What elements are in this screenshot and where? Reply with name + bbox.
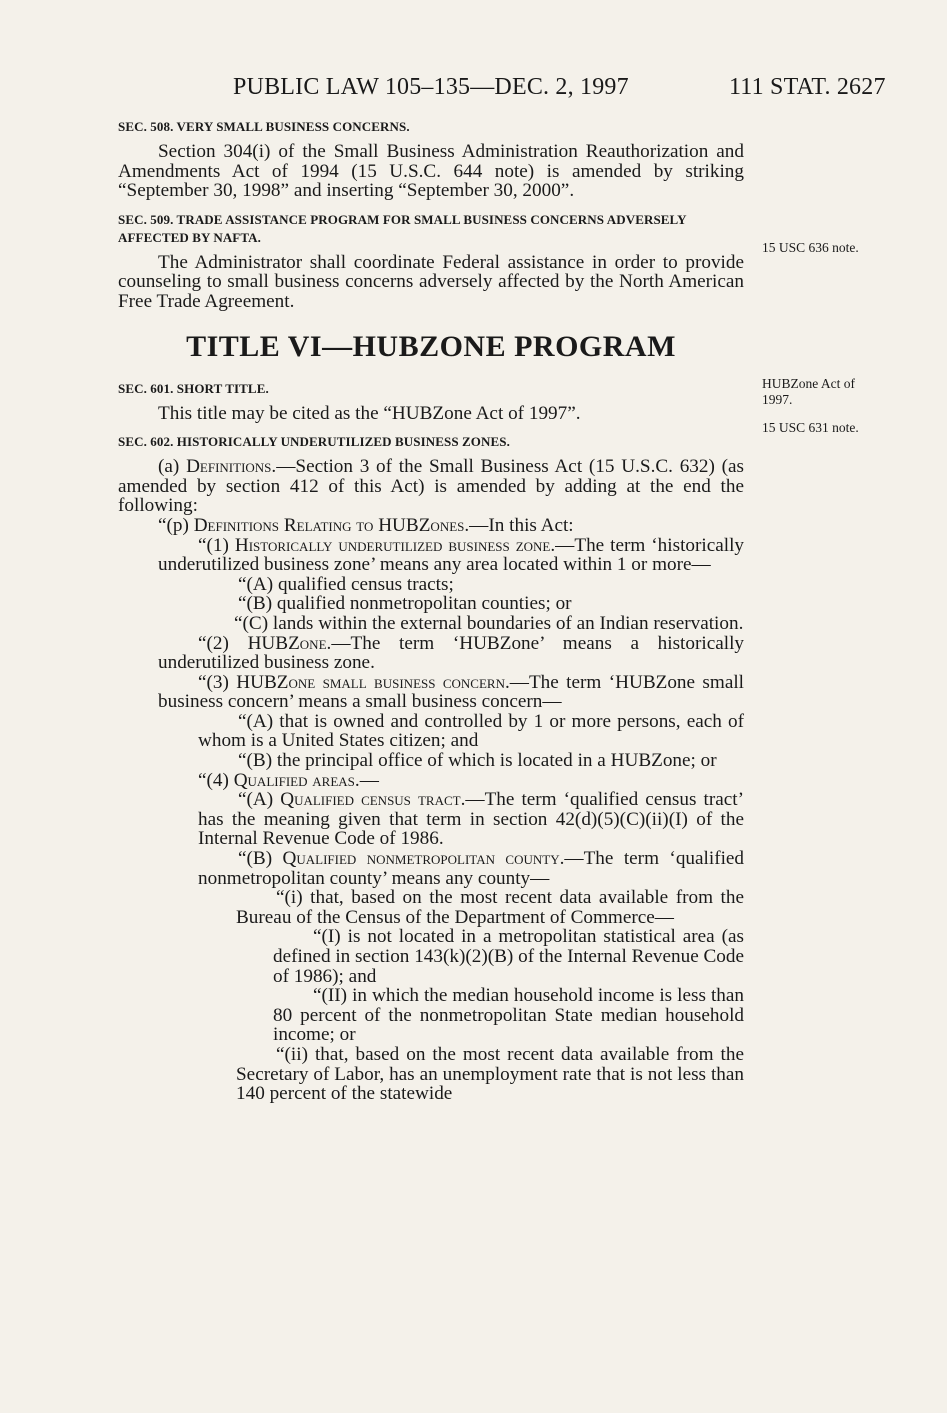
sec602-p3-label: “(3): [198, 671, 237, 693]
margin-note-sec601: 15 USC 631 note.: [762, 420, 859, 435]
margin-note-title-vi-line1: HUBZone Act of: [762, 376, 855, 391]
sec602-p4-A-caps: Qualified census tract: [280, 789, 461, 811]
sec508-heading: SEC. 508. VERY SMALL BUSINESS CONCERNS.: [118, 119, 410, 134]
sec602-p4-B-i-II: “(II) in which the median household income is less than 80 percent of the nonmetropolitan State median household income; or: [273, 985, 744, 1046]
sec601-heading: SEC. 601. SHORT TITLE.: [118, 380, 269, 396]
running-header-law: PUBLIC LAW 105–135—DEC. 2, 1997: [233, 74, 629, 100]
sec602-p3-caps: HUBZone small business concern: [236, 671, 505, 693]
running-header-stat: 111 STAT. 2627: [729, 74, 886, 100]
sec602-p4-B-text: .—The term ‘qualified nonmetropolitan county’ means any county—: [198, 848, 745, 889]
sec602-p4-label: “(4): [198, 769, 234, 791]
margin-note-title-vi-line2: 1997.: [762, 392, 793, 407]
sec602-p4-B: [118, 849, 744, 888]
sec602-heading: SEC. 602. HISTORICALLY UNDERUTILIZED BUSINESS ZONES.: [118, 434, 510, 450]
sec602-p-text: .—In this Act:: [464, 514, 574, 536]
sec602-p1: [118, 536, 744, 575]
sec602-p4-B-caps: Qualified nonmetropolitan county: [282, 848, 560, 870]
sec602-p: [118, 516, 744, 536]
sec602-p2-text: .—The term ‘HUBZone’ means a historically underutilized business zone.: [158, 632, 744, 674]
title-vi-heading: TITLE VI—HUBZONE PROGRAM: [186, 329, 676, 363]
sec602-a: [118, 457, 744, 516]
sec602-p1-caps: Historically underutilized business zone: [234, 534, 551, 556]
sec602-p4-B-i: “(i) that, based on the most recent data available from the Bureau of the Census of the Department of Commerce—: [236, 887, 744, 928]
sec602-p3-B: “(B) the principal office of which is located in a HUBZone; or: [238, 750, 717, 772]
sec509-heading: SEC. 509. TRADE ASSISTANCE PROGRAM FOR SMALL BUSINESS CONCERNS ADVERSELY AFFECTED BY NAFTA.: [118, 211, 687, 245]
sec602-p-label: “(p): [158, 514, 194, 536]
sec602-p1-A: “(A) qualified census tracts;: [238, 573, 454, 595]
sec508-text: Section 304(i) of the Small Business Administration Reauthorization and Amendments Act of 1994 (15 U.S.C. 644 note) is amended by striking “September 30, 1998” and inserting “September 30, 2000”.: [118, 141, 744, 202]
sec602-p1-label: “(1): [198, 534, 235, 556]
sec602-p-caps: Definitions Relating to HUBZones: [193, 514, 465, 536]
sec602-p3-text: .—The term ‘HUBZone small business concern’ means a small business concern—: [158, 671, 744, 713]
sec602-p4-text: .—: [354, 769, 379, 791]
sec602-p3: [118, 673, 744, 712]
sec602-p4-A-text: .—The term ‘qualified census tract’ has the meaning given that term in section 42(d)(5)(C)(ii)(I) of the Internal Revenue Code of 1986.: [198, 789, 744, 850]
sec602-p4: [118, 771, 744, 791]
sec602-a-text: .—Section 3 of the Small Business Act (15 U.S.C. 632) (as amended by section 412 of this Act) is amended by adding at the end the following:: [118, 456, 745, 517]
sec602-p4-caps: Qualified areas: [233, 769, 355, 791]
sec602-p3-A: “(A) that is owned and controlled by 1 or more persons, each of whom is a United States citizen; and: [198, 710, 744, 752]
sec602-p2-label: “(2): [198, 632, 248, 654]
sec602-p4-B-i-I: “(I) is not located in a metropolitan statistical area (as defined in section 143(k)(2)(B) of the Internal Revenue Code of 1986); and: [273, 926, 745, 987]
margin-note-sec509: 15 USC 636 note.: [762, 240, 859, 255]
sec602-p2: [118, 634, 744, 673]
sec602-a-caps: Definitions: [186, 456, 272, 478]
sec602-p1-B: “(B) qualified nonmetropolitan counties; or: [238, 593, 572, 615]
sec602-a-label: (a): [158, 456, 187, 478]
sec602-p1-C: “(C) lands within the external boundaries of an Indian reservation.: [234, 612, 744, 634]
sec602-p1-text: .—The term ‘historically underutilized business zone’ means any area located within 1 or more—: [158, 534, 745, 576]
sec602-p4-B-label: “(B): [238, 848, 283, 870]
sec602-p4-B-ii: “(ii) that, based on the most recent data available from the Secretary of Labor, has an unemployment rate that is not less than 140 percent of the statewide: [236, 1043, 744, 1105]
sec602-p4-A: [118, 790, 744, 849]
sec509-text: The Administrator shall coordinate Federal assistance in order to provide counseling to small business concerns adversely affected by the North American Free Trade Agreement.: [118, 251, 744, 312]
sec602-p4-A-label: “(A): [238, 789, 281, 811]
margin-note-title-vi: [762, 376, 855, 408]
sec602-p2-caps: HUBZone: [247, 632, 327, 654]
document-body: [118, 118, 744, 1104]
sec601-text: This title may be cited as the “HUBZone Act of 1997”.: [158, 402, 581, 424]
